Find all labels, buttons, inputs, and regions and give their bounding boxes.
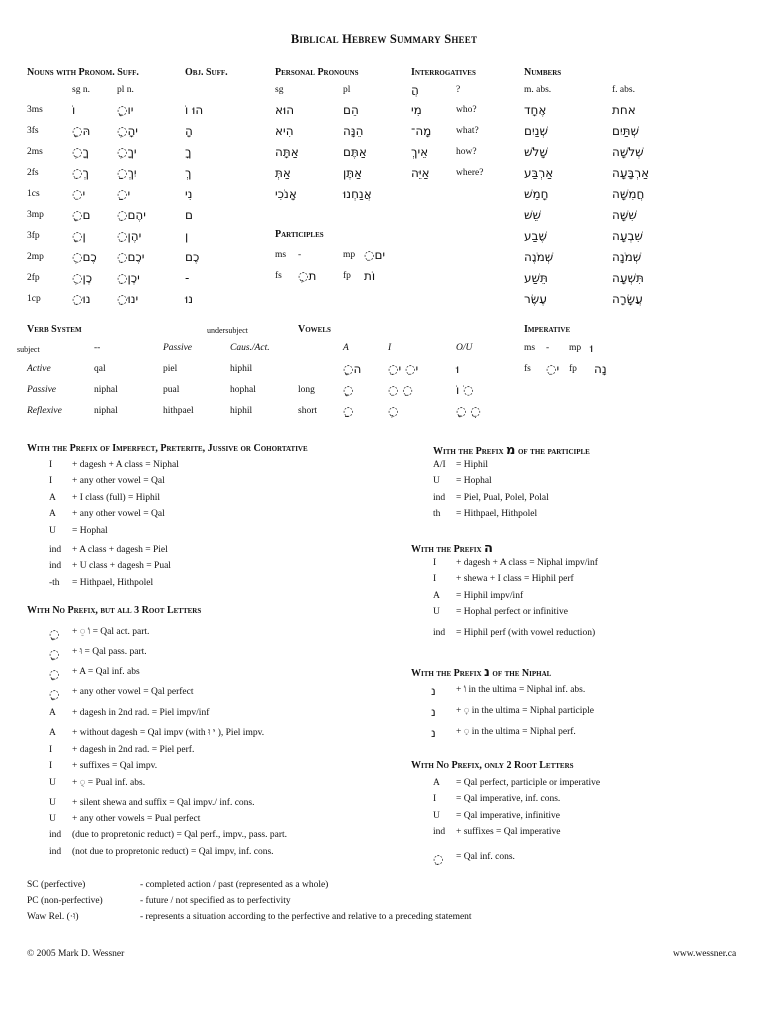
number-fem: חֲמִשָּׁה [612, 187, 645, 201]
noun-pl-suffix: יִךְ◌ַ [117, 166, 137, 180]
interrogative-en: how? [456, 147, 477, 157]
number-fem: שְׁלֹשָׁה [612, 145, 644, 159]
rule-value: = Hithpael, Hithpolel [456, 509, 538, 520]
pronoun-pl: הֵנָּה [343, 124, 364, 138]
prefix-mem-heading-post: of the participle [517, 446, 590, 457]
number-masc: עֶשֶׂר [524, 292, 547, 306]
rule-key: ◌ָ [49, 647, 60, 661]
imperative-fs-label: fs [524, 364, 531, 374]
rule-value: (not due to propretonic reduct) = Qal impv, inf. cons. [72, 847, 274, 857]
rule-value: + silent shewa and suffix = Qal impv./ inf. cons. [72, 798, 255, 808]
noun-pl-suffix: י◌ַ [117, 187, 131, 201]
noun-person-label: 3ms [27, 105, 43, 115]
obj-suffix-value: הוּ וֹ [185, 103, 204, 117]
vowels-i-row1: י◌ִ י◌ֵ [388, 362, 419, 376]
vowels-long-label: long [298, 385, 315, 395]
rule-value: = Hiphil [456, 460, 489, 470]
rule-value: + without dagesh = Qal impv (with י וּ ), Piel impv. [72, 728, 265, 738]
rule-key: I [49, 761, 53, 771]
rule-key: A [433, 778, 440, 788]
prefix-he-heading-pre: With the Prefix [411, 544, 482, 555]
verb-stem-cell: hithpael [163, 406, 194, 416]
number-fem: שִׁבְעָה [612, 229, 643, 243]
rule-value: = Hophal [72, 525, 108, 536]
noun-sg-suffix: כֶם◌ְ [72, 250, 97, 264]
pronoun-sg: אָנֹכִי [275, 187, 297, 201]
rule-key: A [49, 509, 56, 520]
imperative-ms-label: ms [524, 343, 536, 353]
rule-value: + any other vowels = Pual perfect [72, 814, 201, 824]
rule-value: + A class + dagesh = Piel [72, 545, 168, 555]
verb-system-subject: subject [17, 345, 40, 354]
verb-stem-cell: niphal [94, 406, 118, 416]
rule-value: = Piel, Pual, Polel, Polal [456, 492, 549, 503]
rule-key: ind [49, 847, 62, 857]
rule-key: נ [431, 726, 436, 740]
prefix-mem-heading [433, 443, 590, 458]
prefix-nun-heading-post: of the Niphal [492, 668, 552, 679]
noun-person-label: 3fp [27, 231, 40, 241]
participles-fs-label: fs [275, 271, 282, 281]
participles-mp-label: mp [343, 250, 356, 260]
obj-suffix-value: כֶם [185, 250, 200, 264]
vowels-ou-short: ◌ֻ ◌ָ [456, 404, 481, 418]
pronoun-pl: אַתֶּן [343, 166, 363, 180]
vowels-a-row1: ה◌ָ [343, 362, 362, 376]
imperative-mp-label: mp [569, 343, 582, 353]
imperative-mp-value: וּ [590, 341, 594, 355]
noun-sg-suffix: וֹ [72, 103, 76, 117]
rule-key: ind [49, 561, 62, 572]
obj-suffix-value: ךְ [185, 166, 192, 180]
nouns-heading: Nouns with Pronom. Suff. [27, 67, 139, 78]
noun-person-label: 1cs [27, 189, 40, 199]
rule-key: I [49, 476, 53, 487]
number-masc: תֵּשַׁע [524, 271, 548, 285]
vowels-i-long: ◌ֵ ◌ִ [388, 383, 413, 397]
number-fem: אַרְבָּעָה [612, 166, 650, 180]
participles-mp-value: ים◌ִ [364, 248, 386, 262]
vowels-ou-row1: וּ [456, 362, 460, 376]
verb-stem-cell: niphal [94, 385, 118, 395]
vowels-i-short: ◌ֶ [388, 404, 399, 418]
number-fem: שְׁתַּיִם [612, 124, 640, 138]
rule-key: ◌ָ [49, 667, 60, 681]
rule-value: = Qal perfect, participle or imperative [456, 778, 601, 788]
rule-value: + U class + dagesh = Pual [72, 561, 171, 572]
rule-key: U [433, 476, 440, 487]
rule-key: U [49, 525, 56, 536]
rule-value: = Qal inf. cons. [456, 851, 515, 862]
participles-fs-value: ת◌ֶ [298, 269, 317, 283]
rule-value: + any other vowel = Qal perfect [72, 687, 194, 697]
vowels-ou-long: ◌ֹ וֹ [456, 383, 474, 397]
obj-suffix-value: ן [185, 229, 189, 243]
noun-sg-suffix: נוּ◌ֵ [72, 292, 91, 306]
number-masc: שֵׁשׁ [524, 208, 542, 222]
rule-key: I [49, 460, 53, 470]
noun-sg-suffix: ךָ◌ְ [72, 145, 89, 159]
aspect-desc: - future / not specified as to perfectivity [140, 896, 291, 906]
obj-suffix-value: ם [185, 208, 193, 222]
rule-value: + וֹ in the ultima = Niphal inf. abs. [456, 685, 586, 695]
aspect-desc: - represents a situation according to the perfective and relative to a preceding statement [140, 912, 472, 922]
rule-key: th [433, 509, 441, 520]
number-fem: תִּשְׁעָה [612, 271, 644, 285]
rule-key: U [49, 814, 56, 824]
rule-key: ind [49, 545, 62, 555]
pronoun-pl: אֲנַחְנוּ [343, 187, 372, 201]
noun-person-label: 3mp [27, 210, 44, 220]
rule-value: = Hithpael, Hithpolel [72, 577, 154, 588]
rule-key: ind [433, 492, 446, 503]
verb-system-col-dash: -- [94, 343, 101, 353]
vowels-a-long: ◌ָ [343, 383, 354, 397]
participles-fp-label: fp [343, 271, 351, 281]
noun-pl-suffix: יהָ◌ֶ [117, 124, 138, 138]
number-fem: שִׁשָּׁה [612, 208, 637, 222]
rule-value: + ◌ֻ = Pual inf. abs. [72, 778, 146, 788]
number-fem: עֲשָׂרָה [612, 292, 643, 306]
vowels-heading: Vowels [298, 324, 331, 335]
verb-system-undersubject: undersubject [207, 326, 248, 335]
verb-stem-cell: hiphil [230, 406, 253, 416]
rule-key: נ [431, 705, 436, 719]
footer-url[interactable]: www.wessner.ca [673, 949, 737, 959]
rule-value: + ◌ֵ וֹ = Qal act. part. [72, 627, 150, 637]
interrogative-en: where? [456, 168, 484, 178]
aspect-label: PC (non-perfective) [27, 896, 103, 906]
pronouns-col-pl: pl [343, 85, 351, 95]
noun-pl-suffix: יו◌ָ [117, 103, 134, 117]
nouns-col-sg: sg n. [72, 85, 90, 95]
noun-pl-suffix: ינוּ◌ֵ [117, 292, 139, 306]
vowels-a-short: ◌ַ [343, 404, 354, 418]
noun-person-label: 1cp [27, 294, 41, 304]
rule-key: -th [49, 577, 60, 588]
rule-key: I [49, 745, 53, 755]
noun-sg-suffix: כֶן◌ְ [72, 271, 93, 285]
pronoun-pl: אַתֶּם [343, 145, 367, 159]
noun-sg-suffix: י◌ִ [72, 187, 86, 201]
rule-key: I [433, 558, 437, 568]
noun-pl-suffix: יכֶם◌ֵ [117, 250, 145, 264]
prefix-imperfect-heading: With the Prefix of Imperfect, Preterite, Jussive or Cohortative [27, 443, 308, 454]
rule-key: ◌ָ [49, 687, 60, 701]
obj-suffix-value: נוּ [185, 292, 194, 306]
he-letter: ה [484, 541, 493, 556]
no-prefix-2-heading: With No Prefix, only 2 Root Letters [411, 760, 574, 771]
imperative-fp-value: נָה [594, 362, 607, 376]
interrogatives-col-heb: הֲ [411, 83, 419, 97]
rule-key: U [433, 607, 440, 618]
no-prefix-3-heading: With No Prefix, but all 3 Root Letters [27, 605, 202, 616]
noun-person-label: 2fs [27, 168, 39, 178]
verb-row-label: Reflexive [27, 406, 62, 416]
rule-value: + dagesh in 2nd rad. = Piel perf. [72, 745, 195, 755]
rule-value: = Hophal [456, 476, 492, 487]
interrogative-en: what? [456, 126, 479, 136]
prefix-nun-heading [411, 665, 551, 680]
rule-key: נ [431, 684, 436, 698]
aspect-desc: - completed action / past (represented as a whole) [140, 880, 329, 890]
rule-key: ◌ֵ [433, 851, 444, 866]
rule-value: + shewa + I class = Hiphil perf [456, 574, 574, 585]
rule-key: A [49, 708, 56, 718]
number-masc: שֶׁבַע [524, 229, 547, 243]
pronoun-sg: אַתְּ [275, 166, 291, 180]
interrogative-heb: אֵיךְ [411, 145, 429, 159]
pronouns-heading: Personal Pronouns [275, 67, 359, 78]
number-masc: אַרְבַּע [524, 166, 554, 180]
vowels-short-label: short [298, 406, 317, 416]
verb-stem-cell: piel [163, 364, 178, 374]
interrogatives-heading: Interrogatives [411, 67, 476, 78]
obj-suffix-value: - [185, 271, 190, 285]
aspect-label: SC (perfective) [27, 880, 86, 890]
rule-key: I [433, 574, 437, 585]
obj-suffix-value: הָ [185, 124, 193, 138]
numbers-col-m: m. abs. [524, 85, 552, 95]
rule-key: U [433, 810, 440, 821]
rule-value: + I class (full) = Hiphil [72, 492, 161, 503]
prefix-nun-heading-pre: With the Prefix [411, 668, 482, 679]
rule-value: = Qal imperative, inf. cons. [456, 794, 561, 805]
rule-key: A [49, 728, 56, 738]
interrogative-heb: אַיֵּה [411, 166, 430, 180]
page-title: Biblical Hebrew Summary Sheet [290, 32, 478, 46]
imperative-heading: Imperative [524, 324, 571, 335]
pronoun-sg: אַתָּה [275, 145, 299, 159]
number-masc: אֶחָד [524, 103, 547, 117]
verb-stem-cell: hiphil [230, 364, 253, 374]
verb-system-heading: Verb System [27, 324, 82, 335]
pronouns-col-sg: sg [275, 85, 284, 95]
rule-value: + suffixes = Qal imperative [456, 827, 561, 838]
participles-fp-value: וֹת [364, 269, 376, 283]
number-fem: אחת [612, 103, 636, 117]
rule-value: + dagesh + A class = Niphal impv/inf [456, 558, 598, 568]
vowels-col-i: I [388, 343, 392, 353]
participles-ms-label: ms [275, 250, 287, 260]
noun-sg-suffix: ם◌ָ [72, 208, 91, 222]
nouns-col-pl: pl n. [117, 85, 134, 95]
prefix-mem-heading-pre: With the Prefix [433, 446, 504, 457]
rule-value: + ◌ָ in the ultima = Niphal participle [456, 706, 594, 716]
rule-key: A [433, 590, 440, 601]
pronoun-sg: הוּא [275, 103, 295, 117]
noun-sg-suffix: ךְ◌ֵ [72, 166, 89, 180]
rule-key: U [49, 798, 56, 808]
verb-row-label: Passive [27, 385, 57, 395]
prefix-he-heading [411, 541, 493, 556]
verb-stem-cell: pual [163, 385, 180, 395]
rule-key: ind [49, 830, 62, 840]
rule-value: = Hiphil perf (with vowel reduction) [456, 627, 596, 638]
rule-key: ind [433, 627, 446, 638]
rule-key: A/I [433, 460, 446, 470]
interrogative-en: who? [456, 105, 477, 115]
obj-suffix-value: ךָ [185, 145, 192, 159]
numbers-col-f: f. abs. [612, 85, 635, 95]
numbers-heading: Numbers [524, 67, 562, 78]
aspect-label: Waw Rel. (·וּ) [27, 912, 79, 922]
rule-key: ◌ָ [49, 627, 60, 641]
participles-ms-value: - [298, 250, 302, 260]
verb-stem-cell: hophal [230, 385, 256, 395]
number-fem: שְׁמֹנָה [612, 250, 642, 264]
number-masc: חָמֵשׁ [524, 187, 549, 201]
rule-value: = Hiphil impv/inf [456, 590, 524, 601]
rule-key: I [433, 794, 437, 805]
noun-person-label: 2mp [27, 252, 44, 262]
pronoun-sg: הִיא [275, 124, 294, 138]
number-masc: שְׁמֹנֶה [524, 250, 554, 264]
participles-heading: Participles [275, 229, 324, 240]
vowels-col-a: A [343, 343, 349, 353]
rule-value: + dagesh in 2nd rad. = Piel impv/inf [72, 708, 210, 718]
rule-key: U [49, 778, 56, 788]
rule-value: = Qal imperative, infinitive [456, 810, 561, 821]
rule-value: = Hophal perfect or infinitive [456, 607, 568, 618]
rule-value: + A = Qal inf. abs [72, 667, 140, 677]
noun-sg-suffix: ן◌ָ [72, 229, 86, 243]
noun-pl-suffix: יהֶן◌ֵ [117, 229, 142, 243]
interrogatives-col-q: ? [456, 85, 461, 95]
footer-copyright: © 2005 Mark D. Wessner [27, 949, 125, 959]
mem-letter: מ [506, 443, 516, 458]
noun-pl-suffix: יכֶן◌ֵ [117, 271, 140, 285]
rule-value: + any other vowel = Qal [72, 476, 165, 487]
noun-person-label: 3fs [27, 126, 39, 136]
imperative-fp-label: fp [569, 364, 577, 374]
rule-value: + any other vowel = Qal [72, 509, 165, 520]
verb-row-label: Active [27, 364, 51, 374]
pronoun-pl: הֵם [343, 103, 359, 117]
noun-person-label: 2ms [27, 147, 43, 157]
noun-sg-suffix: הּ◌ָ [72, 124, 91, 138]
rule-value: + dagesh + A class = Niphal [72, 460, 179, 470]
number-masc: שְׁנַיִם [524, 124, 548, 138]
noun-person-label: 2fp [27, 273, 40, 283]
obj-suffix-heading: Obj. Suff. [185, 67, 228, 78]
interrogative-heb: מָה־ [411, 124, 432, 138]
rule-value: + וּ = Qal pass. part. [72, 647, 147, 657]
rule-value: + suffixes = Qal impv. [72, 761, 158, 771]
imperative-ms-value: - [546, 343, 550, 353]
number-masc: שָׁלֹשׁ [524, 145, 548, 159]
interrogative-heb: מִי [411, 103, 422, 117]
nun-letter: נ [484, 665, 490, 680]
noun-pl-suffix: יךָ◌ֶ [117, 145, 137, 159]
rule-value: + ◌ַ in the ultima = Niphal perf. [456, 727, 576, 737]
rule-key: ind [433, 827, 446, 838]
rule-key: A [49, 492, 56, 503]
obj-suffix-value: נִי [185, 187, 193, 201]
noun-pl-suffix: יהֶם◌ֵ [117, 208, 146, 222]
verb-stem-cell: qal [94, 364, 106, 374]
rule-value: (due to propretonic reduct) = Qal perf., impv., pass. part. [72, 830, 287, 840]
verb-system-col-passive: Passive [163, 343, 193, 353]
imperative-fs-value: י◌ִ [546, 362, 560, 376]
vowels-col-ou: O/U [456, 343, 473, 353]
verb-system-col-caus: Caus./Act. [230, 343, 270, 353]
